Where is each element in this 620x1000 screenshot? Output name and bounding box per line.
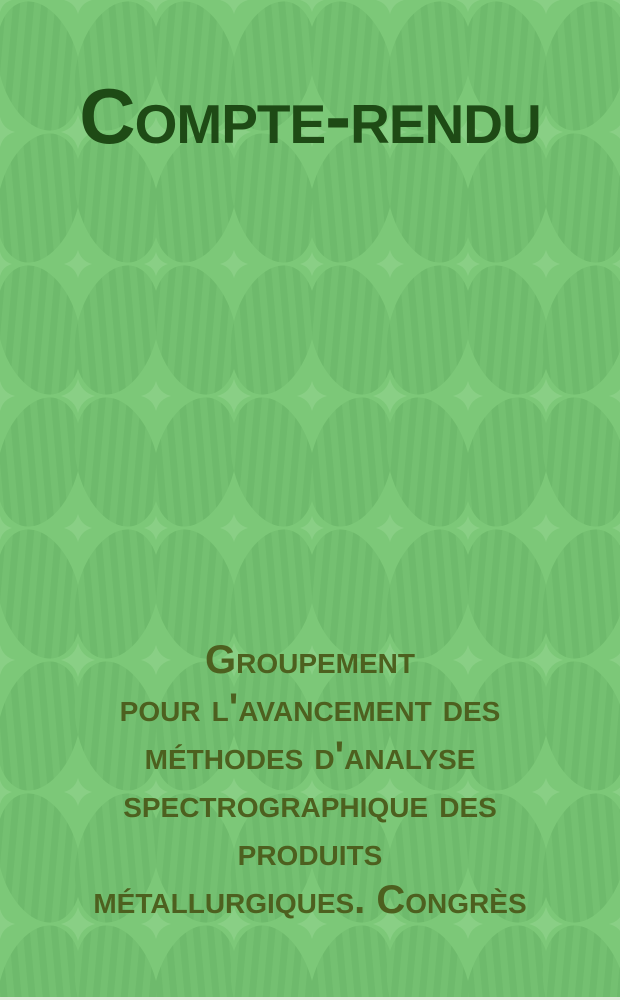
book-subtitle-line: Groupement: [204, 638, 415, 682]
book-subtitle-line: produits: [237, 830, 383, 874]
book-subtitle: [30, 636, 590, 924]
book-subtitle-line: métallurgiques. Congrès: [93, 878, 527, 922]
book-subtitle-line: spectrographique des: [123, 782, 497, 826]
book-subtitle-line: méthodes d'analyse: [144, 734, 476, 778]
book-title: Compte-rendu: [79, 72, 541, 160]
book-subtitle-line: pour l'avancement des: [119, 686, 501, 730]
